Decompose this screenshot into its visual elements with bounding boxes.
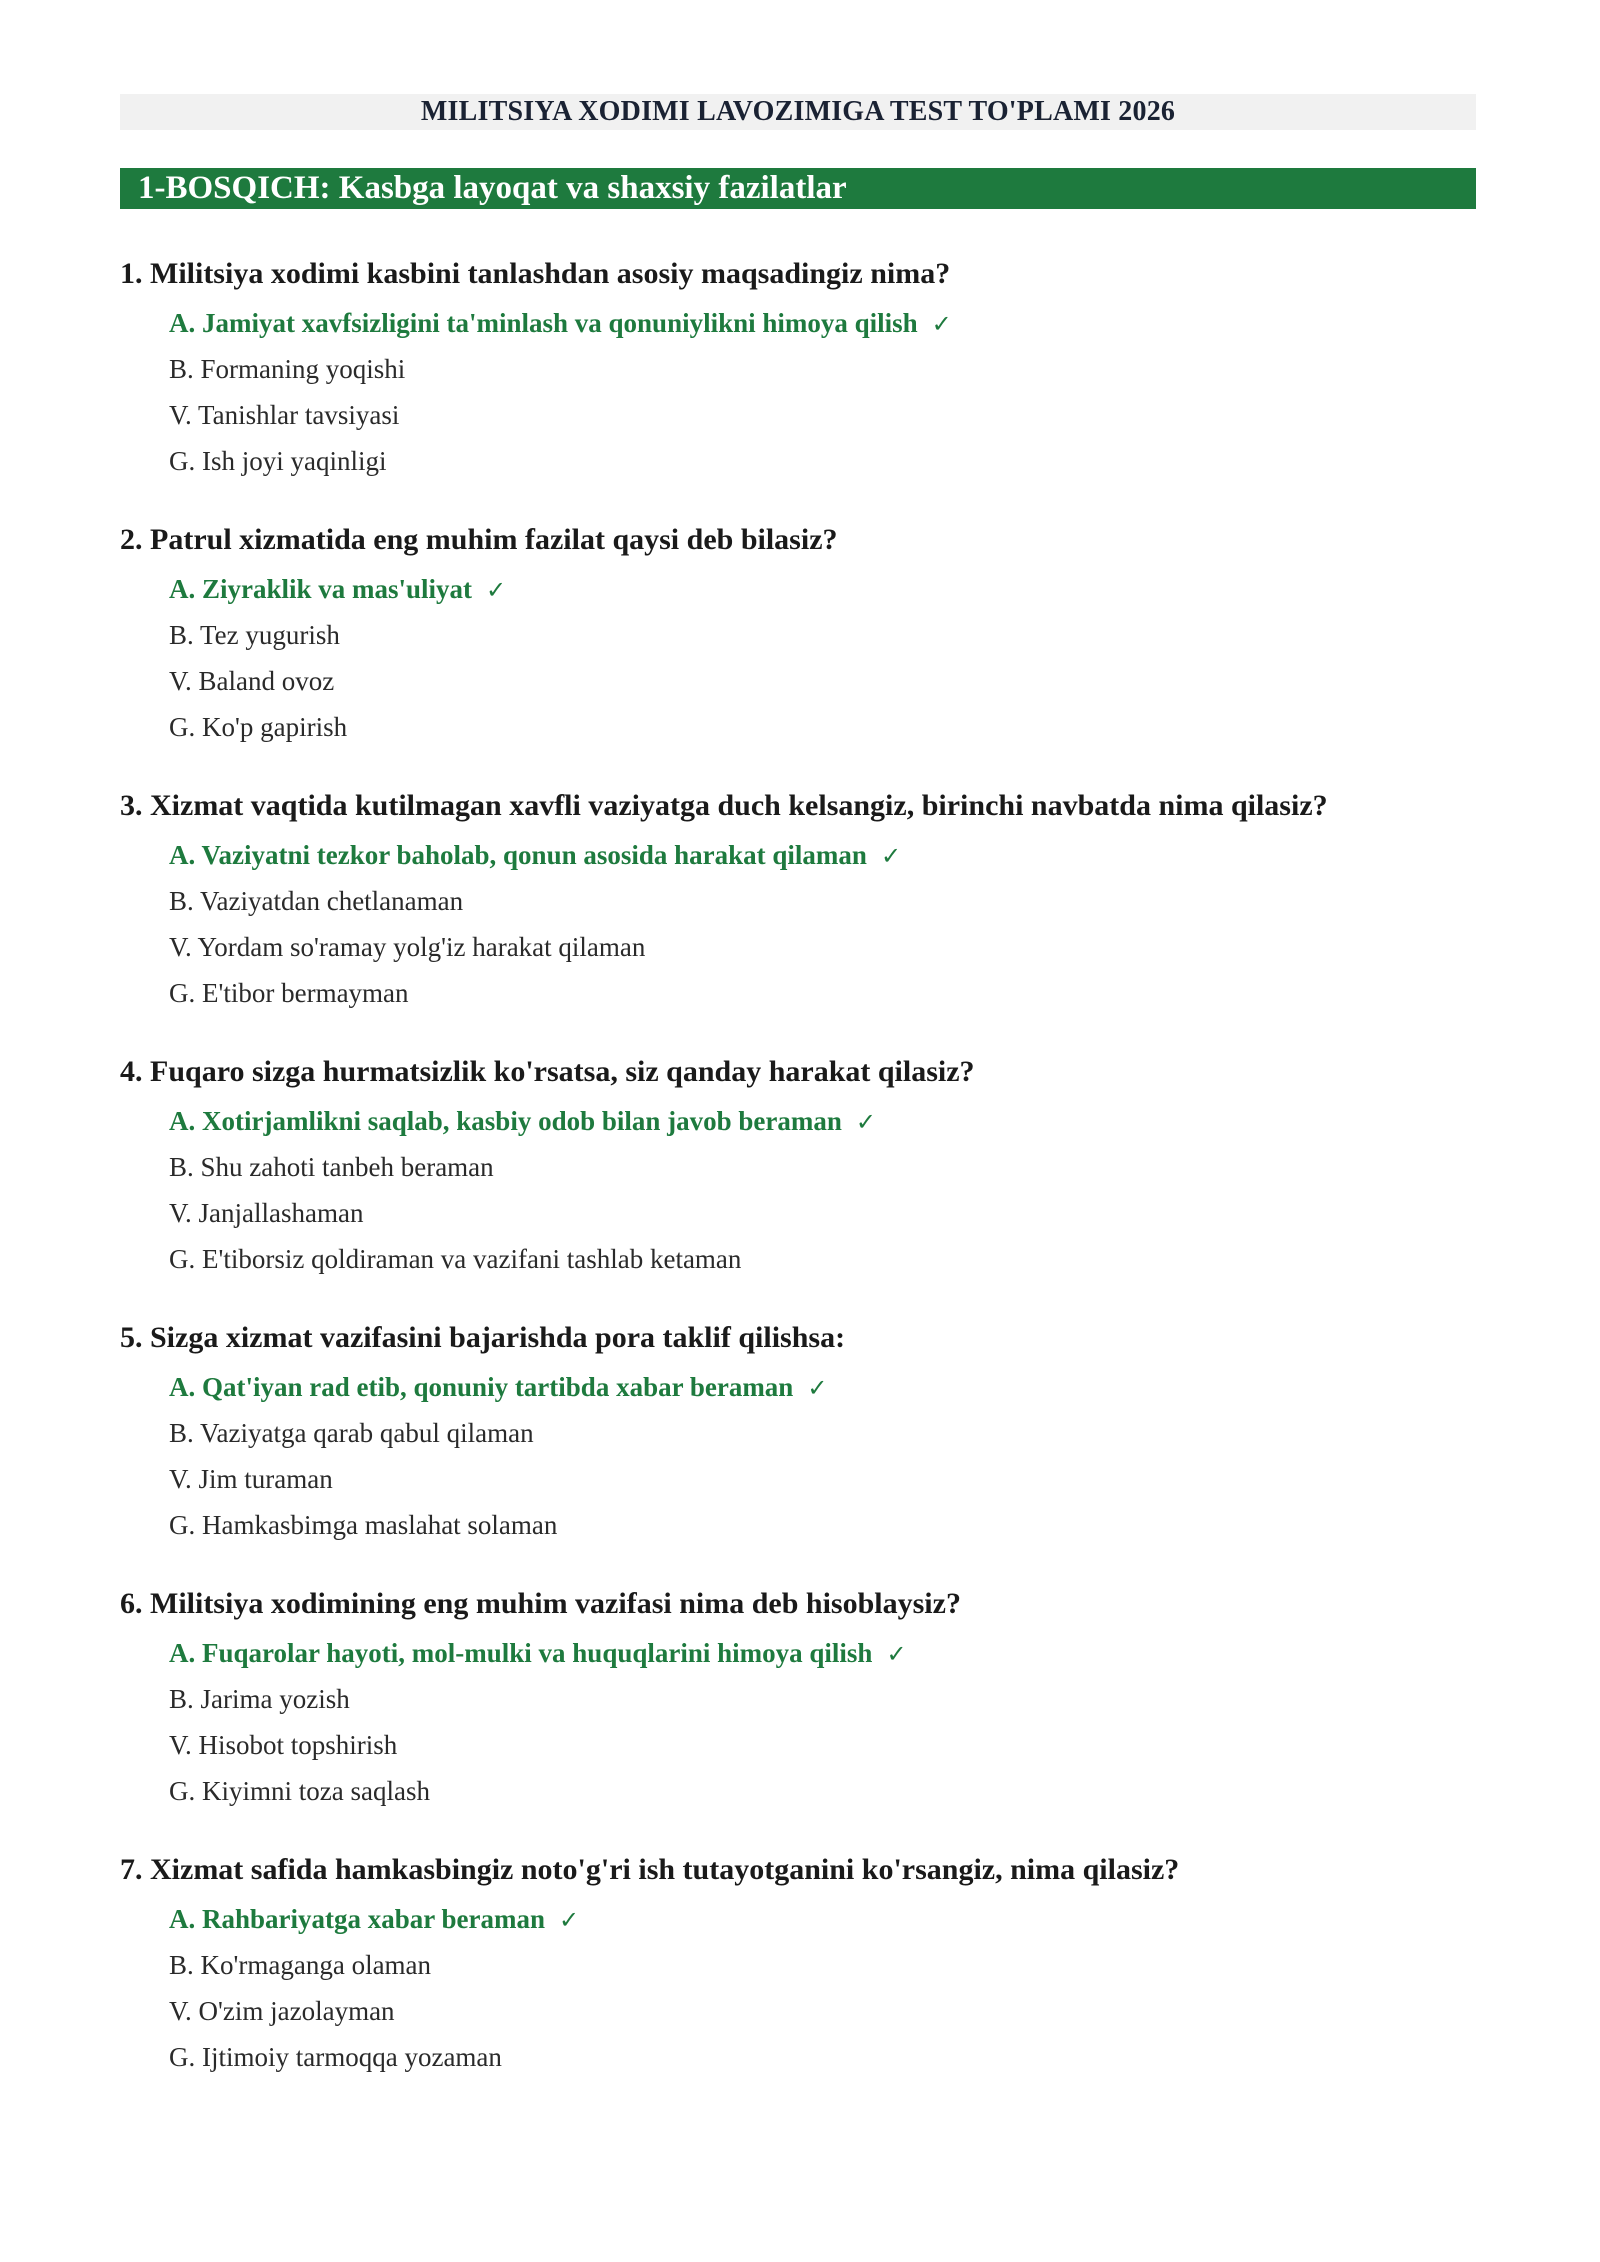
answer-option-label: V. Hisobot topshirish <box>169 1730 398 1760</box>
question-item <box>120 1319 1476 1548</box>
answer-option <box>169 1942 1476 1988</box>
answer-option-label: B. Jarima yozish <box>169 1684 350 1714</box>
answer-option <box>169 1144 1476 1190</box>
answer-option <box>169 1768 1476 1814</box>
check-icon: ✓ <box>886 1640 907 1668</box>
answer-option <box>169 658 1476 704</box>
correct-answer-option <box>169 566 1476 612</box>
answer-option <box>169 2034 1476 2080</box>
answer-option-label: G. E'tiborsiz qoldiraman va vazifani tashlab ketaman <box>169 1244 742 1274</box>
check-icon: ✓ <box>559 1906 580 1934</box>
correct-answer-option <box>169 300 1476 346</box>
answer-option <box>169 612 1476 658</box>
section-title: 1-BOSQICH: Kasbga layoqat va shaxsiy fazilatlar <box>120 168 1476 209</box>
answer-option <box>169 1676 1476 1722</box>
document-title: MILITSIYA XODIMI LAVOZIMIGA TEST TO'PLAMI 2026 <box>120 94 1476 130</box>
answer-option-label: A. Xotirjamlikni saqlab, kasbiy odob bilan javob beraman <box>169 1106 842 1136</box>
answer-option-label: A. Ziyraklik va mas'uliyat <box>169 574 473 604</box>
question-list <box>120 255 1476 2080</box>
answer-option <box>169 346 1476 392</box>
answer-options <box>120 1896 1476 2080</box>
answer-options <box>120 566 1476 750</box>
question-item <box>120 787 1476 1016</box>
answer-option <box>169 1502 1476 1548</box>
question-text: 7. Xizmat safida hamkasbingiz noto'g'ri ish tutayotganini ko'rsangiz, nima qilasiz? <box>120 1853 1180 1886</box>
answer-option <box>169 924 1476 970</box>
answer-option <box>169 1190 1476 1236</box>
check-icon: ✓ <box>486 576 507 604</box>
answer-option <box>169 1236 1476 1282</box>
answer-option-label: G. Ijtimoiy tarmoqqa yozaman <box>169 2042 502 2072</box>
answer-option <box>169 1456 1476 1502</box>
answer-option-label: G. Kiyimni toza saqlash <box>169 1776 430 1806</box>
check-icon: ✓ <box>807 1374 828 1402</box>
question-text: 3. Xizmat vaqtida kutilmagan xavfli vaziyatga duch kelsangiz, birinchi navbatda nima qilasiz? <box>120 789 1328 822</box>
answer-option-label: B. Tez yugurish <box>169 620 340 650</box>
answer-option-label: G. Ko'p gapirish <box>169 712 348 742</box>
correct-answer-option <box>169 832 1476 878</box>
question-text: 6. Militsiya xodimining eng muhim vazifasi nima deb hisoblaysiz? <box>120 1587 961 1620</box>
check-icon: ✓ <box>880 842 902 870</box>
answer-option-label: V. O'zim jazolayman <box>169 1996 395 2026</box>
answer-option-label: B. Ko'rmaganga olaman <box>169 1950 432 1980</box>
answer-option <box>169 1410 1476 1456</box>
answer-option-label: B. Shu zahoti tanbeh beraman <box>169 1152 494 1182</box>
check-icon: ✓ <box>855 1108 876 1136</box>
answer-option-label: V. Yordam so'ramay yolg'iz harakat qilaman <box>169 932 646 962</box>
answer-options <box>120 1098 1476 1282</box>
answer-options <box>120 832 1476 1016</box>
answer-option-label: A. Jamiyat xavfsizligini ta'minlash va qonuniylikni himoya qilish <box>169 308 918 338</box>
answer-option-label: G. E'tibor bermayman <box>169 978 409 1008</box>
question-text: 4. Fuqaro sizga hurmatsizlik ko'rsatsa, siz qanday harakat qilasiz? <box>120 1055 975 1088</box>
answer-option-label: V. Janjallashaman <box>169 1198 364 1228</box>
answer-option-label: G. Ish joyi yaqinligi <box>169 446 387 476</box>
check-icon: ✓ <box>931 310 952 338</box>
correct-answer-option <box>169 1098 1476 1144</box>
answer-options <box>120 1364 1476 1548</box>
answer-option <box>169 392 1476 438</box>
answer-option-label: G. Hamkasbimga maslahat solaman <box>169 1510 558 1540</box>
answer-option <box>169 878 1476 924</box>
document-page <box>120 94 1476 2117</box>
question-item <box>120 1585 1476 1814</box>
question-item <box>120 1053 1476 1282</box>
correct-answer-option <box>169 1364 1476 1410</box>
answer-option-label: A. Rahbariyatga xabar beraman <box>169 1904 546 1934</box>
answer-option-label: V. Tanishlar tavsiyasi <box>169 400 400 430</box>
answer-option <box>169 1722 1476 1768</box>
answer-option-label: A. Vaziyatni tezkor baholab, qonun asosida harakat qilaman <box>169 840 867 870</box>
answer-option <box>169 704 1476 750</box>
correct-answer-option <box>169 1630 1476 1676</box>
question-item <box>120 521 1476 750</box>
answer-option-label: V. Jim turaman <box>169 1464 333 1494</box>
answer-option <box>169 1988 1476 2034</box>
question-text: 2. Patrul xizmatida eng muhim fazilat qaysi deb bilasiz? <box>120 523 838 556</box>
question-text: 1. Militsiya xodimi kasbini tanlashdan asosiy maqsadingiz nima? <box>120 257 951 290</box>
answer-options <box>120 300 1476 484</box>
correct-answer-option <box>169 1896 1476 1942</box>
answer-option-label: A. Fuqarolar hayoti, mol-mulki va huquqlarini himoya qilish <box>169 1638 873 1668</box>
answer-option-label: B. Vaziyatdan chetlanaman <box>169 886 464 916</box>
question-item <box>120 1851 1476 2080</box>
answer-option-label: B. Formaning yoqishi <box>169 354 406 384</box>
answer-options <box>120 1630 1476 1814</box>
answer-option <box>169 438 1476 484</box>
answer-option-label: A. Qat'iyan rad etib, qonuniy tartibda xabar beraman <box>169 1372 794 1402</box>
question-text: 5. Sizga xizmat vazifasini bajarishda pora taklif qilishsa: <box>120 1321 846 1354</box>
answer-option-label: V. Baland ovoz <box>169 666 335 696</box>
answer-option-label: B. Vaziyatga qarab qabul qilaman <box>169 1418 534 1448</box>
answer-option <box>169 970 1476 1016</box>
question-item <box>120 255 1476 484</box>
